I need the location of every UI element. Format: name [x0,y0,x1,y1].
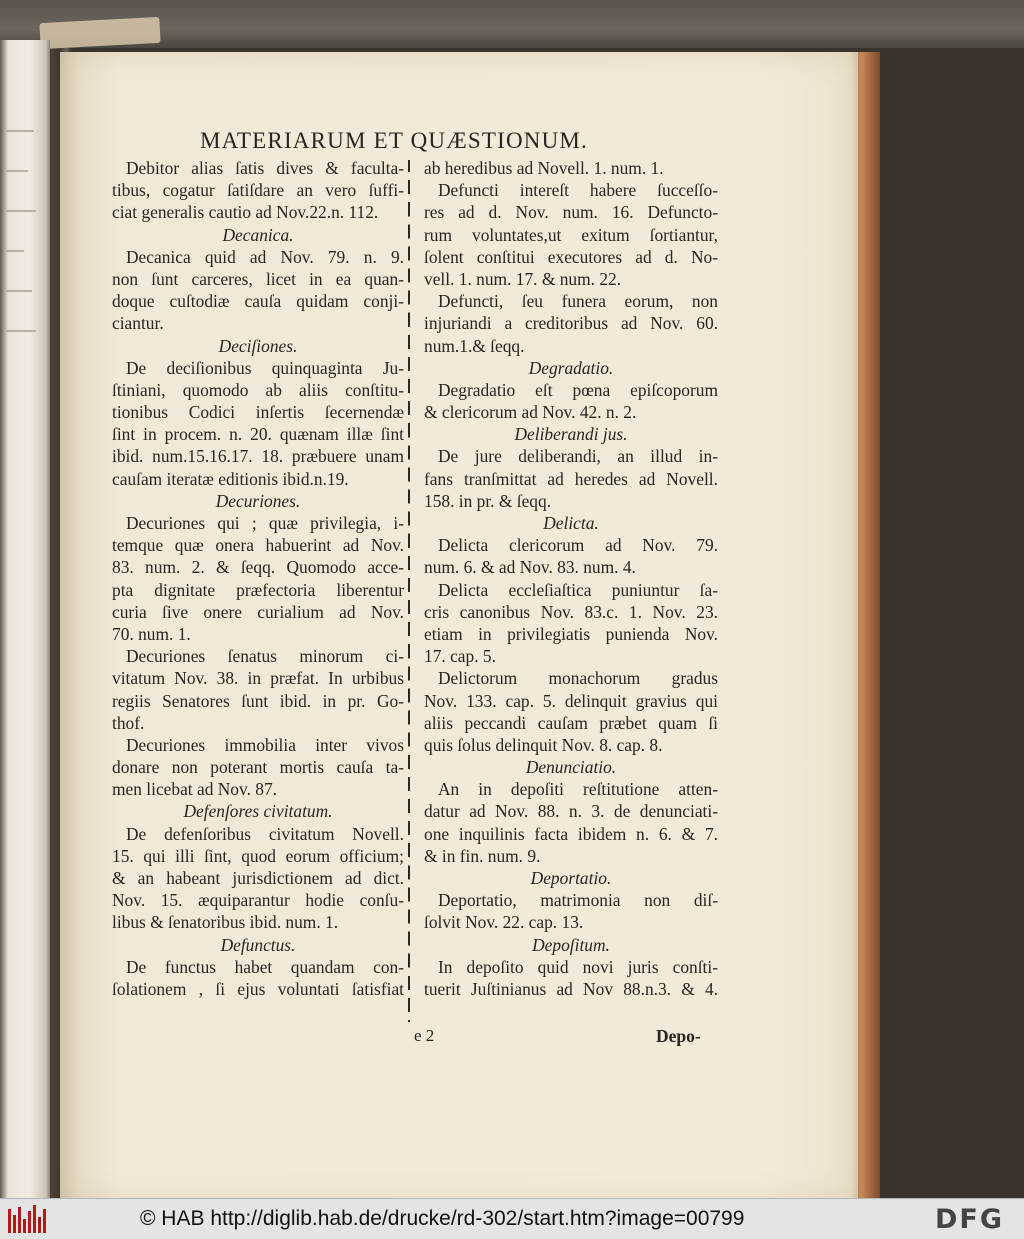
index-entry-heading: Denunciatio. [525,757,617,778]
index-entry-heading: Defunctus. [220,934,296,955]
hab-logo-bar [43,1209,46,1233]
catchword: Depo- [656,1026,701,1046]
index-entry-heading: Deportatio. [530,868,612,888]
index-text-line: In depoſito quid novi juris conſti- [438,956,718,977]
index-text-line: Defuncti intereſt habere ſucceſſo- [438,180,718,201]
hab-logo-bar [33,1205,36,1233]
facing-page-edge [0,40,50,1198]
index-text-line: Delictorum monachorum gradus [438,668,718,689]
index-text-line: ſolvit Nov. 22. cap. 13. [424,912,584,933]
index-text-line: ſint in procem. n. 20. quænam illæ ſint [112,424,404,445]
index-text-line: ab heredibus ad Novell. 1. num. 1. [424,158,664,178]
index-text-line: vell. 1. num. 17. & num. 22. [424,268,622,289]
index-text-line: vitatum Nov. 38. in præfat. In urbibus [112,668,404,689]
page-fore-edge [858,52,880,1198]
index-text-line: De defenſoribus civitatum Novell. [126,823,404,844]
index-text-line: ſtiniani, quomodo ab aliis conſtitu- [112,379,404,400]
index-text-line: cris canonibus Nov. 83.c. 1. Nov. 23. [424,601,718,622]
index-text-line: num. 6. & ad Nov. 83. num. 4. [424,557,636,578]
paper-tape [39,17,160,49]
index-entry-heading: Deciſiones. [218,335,298,356]
index-text-line: curia ſive onere curialium ad Nov. [112,601,404,622]
page-running-heading: MATERIARUM ET QUÆSTIONUM. [200,128,589,153]
index-entry-heading: Depoſitum. [532,934,610,955]
index-text-line: 15. qui illi ſint, quod eorum officium; [112,845,404,866]
index-text-line: donare non poterant mortis cauſa ta- [112,757,404,778]
index-text-line: 17. cap. 5. [424,646,496,667]
index-text-line: Decanica quid ad Nov. 79. n. 9. [126,246,404,267]
index-text-line: res ad d. Nov. num. 16. Defuncto- [424,202,718,223]
index-text-line: 83. num. 2. & ſeqq. Quomodo acce- [112,557,404,578]
hab-logo-bar [23,1219,26,1233]
index-text-line: ſolent conſtitui executores ad d. No- [424,246,718,267]
hab-logo-bar [28,1211,31,1233]
hab-logo-icon [8,1205,48,1233]
index-text-line: Delicta clericorum ad Nov. 79. [438,535,718,556]
index-text-line: cauſam iteratæ editionis ibid.n.19. [112,468,349,489]
printer-signature-mark: e 2 [414,1026,435,1045]
index-text-line: tibus, cogatur ſatiſdare an vero ſuffi- [112,180,404,201]
index-text-line: tionibus Codici inſertis ſecernendæ [112,402,404,423]
index-text-line: De jure deliberandi, an illud in- [438,446,718,467]
index-text-line: Debitor alias ſatis dives & faculta- [126,158,404,178]
index-text-line: libus & ſenatoribus ibid. num. 1. [112,912,339,933]
index-text-line: etiam in privilegiatis punienda Nov. [424,623,718,644]
index-text-line: num.1.& ſeqq. [424,335,525,356]
hab-logo-bar [8,1209,11,1233]
index-text-line: ciantur. [112,313,164,334]
index-text-line: datur ad Nov. 88. n. 3. de denunciati- [424,801,718,822]
hab-logo-bar [13,1215,16,1233]
index-entry-heading: Deliberandi jus. [514,424,628,445]
index-text-line: doque cuſtodiæ cauſa quidam conji- [112,291,404,312]
index-text-line: De functus habet quandam con- [126,956,404,977]
index-text-line: non ſunt carceres, licet in ea quan- [112,268,404,289]
index-text-line: 158. in pr. & ſeqq. [424,490,552,511]
copyright-link-text[interactable]: © HAB http://diglib.hab.de/drucke/rd-302/start.htm?image=00799 [140,1207,745,1230]
index-text-line: An in depoſiti reſtitutione atten- [438,779,718,800]
index-text-line: Delicta eccleſiaſtica puniuntur ſa- [438,579,718,600]
index-text-line: ſolationem , ſi ejus voluntati ſatisfiat [112,978,404,999]
hab-logo-bar [18,1207,21,1233]
dfg-logo: DFG [935,1204,1005,1235]
index-text-line: & clericorum ad Nov. 42. n. 2. [424,402,637,423]
viewer-footer-bar [0,1198,1024,1239]
index-text-line: pta dignitate præfectoria liberentur [112,579,404,600]
index-column-right [424,157,718,1000]
index-text-line: rum voluntates,ut exitum ſortiantur, [424,224,718,245]
index-text-line: 70. num. 1. [112,623,191,644]
index-text-line: & an habeant jurisdictionem ad dict. [112,868,404,888]
index-text-line: Deportatio, matrimonia non diſ- [438,890,718,911]
index-text-line: injuriandi a creditoribus ad Nov. 60. [424,313,718,334]
index-text-line: fans tranſmittat ad heredes ad Novell. [424,468,718,489]
hab-logo-bar [38,1217,41,1233]
index-text-line: & in fin. num. 9. [424,845,541,866]
column-divider-rule [408,160,410,1022]
index-entry-heading: Delicta. [543,513,599,533]
index-text-line: Nov. 133. cap. 5. delinquit gravius qui [424,690,718,711]
index-text-line: Decuriones qui ; quæ privilegia, i- [126,513,404,533]
index-column-left [112,157,404,1000]
index-entry-heading: Decanica. [222,224,294,245]
index-text-line: temque quæ onera habuerint ad Nov. [112,535,404,556]
index-entry-heading: Decuriones. [215,490,301,511]
book-edge-top [0,0,1024,48]
index-text-line: men licebat ad Nov. 87. [112,779,277,800]
index-text-line: one inquilinis facta ibidem n. 6. & 7. [424,823,718,844]
index-text-line: De deciſionibus quinquaginta Ju- [126,357,404,378]
index-text-line: tuerit Juſtinianus ad Nov 88.n.3. & 4. [424,978,718,999]
index-entry-heading: Defenſores civitatum. [183,801,333,822]
index-text-line: Degradatio eſt pœna epiſcoporum [438,379,718,400]
index-text-line: Decuriones ſenatus minorum ci- [126,646,404,667]
index-text-line: Nov. 15. æquiparantur hodie conſu- [112,890,404,911]
index-text-line: aliis peccandi cauſam præbet quam ſi [424,712,718,733]
index-text-line: quis ſolus delinquit Nov. 8. cap. 8. [424,734,663,755]
index-text-line: thof. [112,712,145,733]
index-text-line: ibid. num.15.16.17. 18. præbuere unam [112,446,404,467]
index-text-line: Decuriones immobilia inter vivos [126,734,404,755]
index-text-line: ciat generalis cautio ad Nov.22.n. 112. [112,202,379,223]
index-entry-heading: Degradatio. [528,357,614,378]
index-text-line: regiis Senatores ſunt ibid. in pr. Go- [112,690,404,711]
index-text-line: Defuncti, ſeu funera eorum, non [438,291,718,312]
